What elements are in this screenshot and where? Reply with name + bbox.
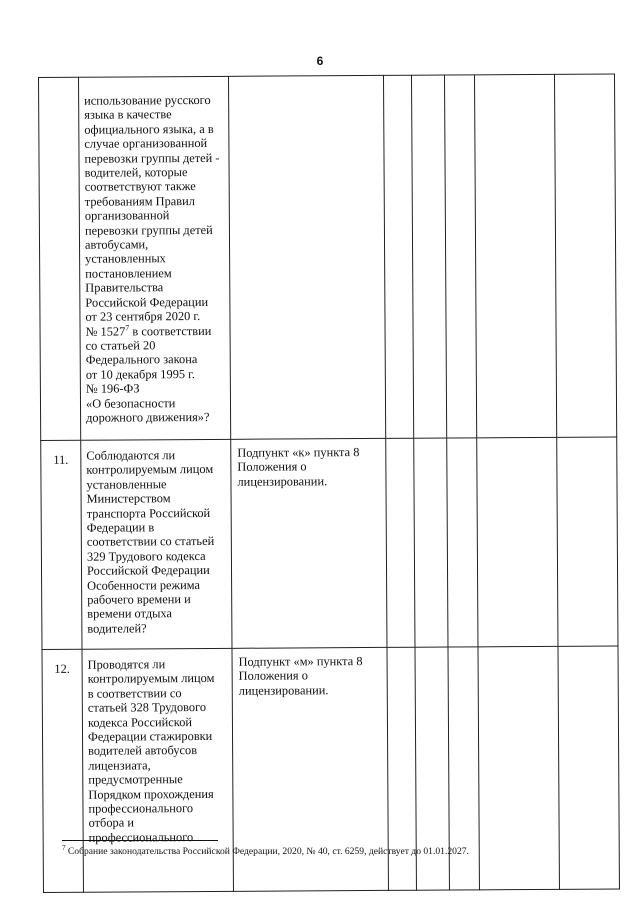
footnote-text: Собрание законодательства Российской Федерации, 2020, № 40, ст. 6259, действует до 01.01.2027. <box>65 846 469 857</box>
footnote-marker: 7 <box>62 844 66 852</box>
answer-yes-cell <box>386 438 415 647</box>
note-cell <box>478 646 559 889</box>
answer-yes-cell <box>383 75 413 438</box>
question-line: Правительства <box>85 280 164 295</box>
basis-line: Подпункт «к» пункта 8 <box>237 445 360 460</box>
question-line: Федерального закона <box>85 352 198 368</box>
basis-line: Положения о <box>238 668 308 684</box>
question-line: лицензиата, <box>88 758 151 773</box>
question-line: случае организованной <box>84 136 208 151</box>
question-line: Порядком прохождения <box>88 786 214 802</box>
footnote-ref: 7 <box>125 322 130 332</box>
question-line: соответствии со статьей <box>86 534 215 550</box>
question-line: контролируемым лицом <box>86 462 214 478</box>
question-line: языка в качестве <box>84 107 172 123</box>
table-row <box>41 437 618 650</box>
answer-na-cell <box>447 438 478 647</box>
question-line: профессионального <box>88 829 194 845</box>
question-line-with-footnote <box>86 323 226 338</box>
footnote-separator <box>62 840 218 841</box>
question-line: водителей? <box>87 621 147 636</box>
question-line: дорожного движения»? <box>86 409 210 425</box>
question-line: Федерации в <box>86 520 155 535</box>
table-row <box>39 74 617 441</box>
question-line: водителей автобусов <box>88 743 198 759</box>
question-line: времени отдыха <box>87 606 173 622</box>
question-line: статьей 328 Трудового <box>87 700 207 715</box>
question-line: Российской Федерации <box>85 294 209 310</box>
footnote <box>62 846 469 857</box>
question-cell <box>79 76 231 440</box>
question-line: № 196-ФЗ <box>85 381 140 396</box>
basis-cell <box>228 75 385 439</box>
question-line: организованной <box>84 208 170 223</box>
question-line: Министерством <box>86 491 171 506</box>
extra-cell <box>554 74 616 437</box>
question-line: контролируемым лицом <box>87 671 215 687</box>
question-line: 329 Трудового кодекса <box>86 548 206 564</box>
row-number-cell: 12. <box>42 649 83 892</box>
question-line: «О безопасности <box>85 395 176 411</box>
question-line: постановлением <box>85 266 172 281</box>
note-cell <box>474 74 556 437</box>
question-line-suffix: в соответствии <box>129 323 212 338</box>
question-line: требованиям Правил <box>84 193 195 209</box>
question-line: установленных <box>85 251 166 267</box>
question-line: установленные <box>86 477 167 492</box>
question-line: перевозки группы детей - <box>84 150 220 166</box>
question-line: транспорта Российской <box>86 505 211 521</box>
question-line: № 1527 <box>85 323 126 339</box>
extra-cell <box>558 646 619 889</box>
basis-line: Положения о <box>237 459 307 475</box>
question-line: Федерации стажировки <box>87 728 213 744</box>
question-line: отбора и <box>88 815 134 831</box>
question-cell <box>81 439 232 649</box>
answer-no-cell <box>411 75 446 438</box>
question-line: от 10 декабря 1995 г. <box>85 366 195 382</box>
question-line: рабочего времени и <box>87 592 191 607</box>
question-line: перевозки группы детей <box>84 222 213 238</box>
question-line: использование русского <box>84 92 211 108</box>
question-line: Особенности режима <box>87 577 200 593</box>
question-line: Соблюдаются ли <box>86 448 176 463</box>
question-line: от 23 сентября 2020 г. <box>85 309 201 324</box>
question-line: профессионального <box>88 801 194 816</box>
checklist-table-container <box>38 73 619 845</box>
page-number: 6 <box>316 54 324 68</box>
basis-cell <box>231 438 387 648</box>
answer-no-cell <box>414 438 448 647</box>
question-line: кодекса Российской <box>87 714 193 730</box>
question-line: водителей, которые <box>84 165 188 180</box>
answer-na-cell <box>444 75 476 438</box>
note-cell <box>477 437 558 646</box>
question-line: Проводятся ли <box>87 657 166 672</box>
question-line: автобусами, <box>84 237 149 252</box>
question-line: в соответствии со <box>87 685 182 701</box>
question-line: соответствуют также <box>84 179 196 195</box>
question-line: предусмотренные <box>88 772 183 787</box>
question-line: со статьей 20 <box>85 338 156 353</box>
checklist-table <box>38 73 620 893</box>
question-line: Российской Федерации <box>86 563 210 578</box>
question-line: официального языка, а в <box>84 121 214 137</box>
basis-line: Подпункт «м» пункта 8 <box>238 654 363 669</box>
basis-line: лицензировании. <box>237 474 328 489</box>
row-number-cell: 11. <box>41 440 82 649</box>
extra-cell <box>557 437 618 646</box>
basis-line: лицензировании. <box>238 683 329 698</box>
row-number-cell <box>39 77 81 440</box>
